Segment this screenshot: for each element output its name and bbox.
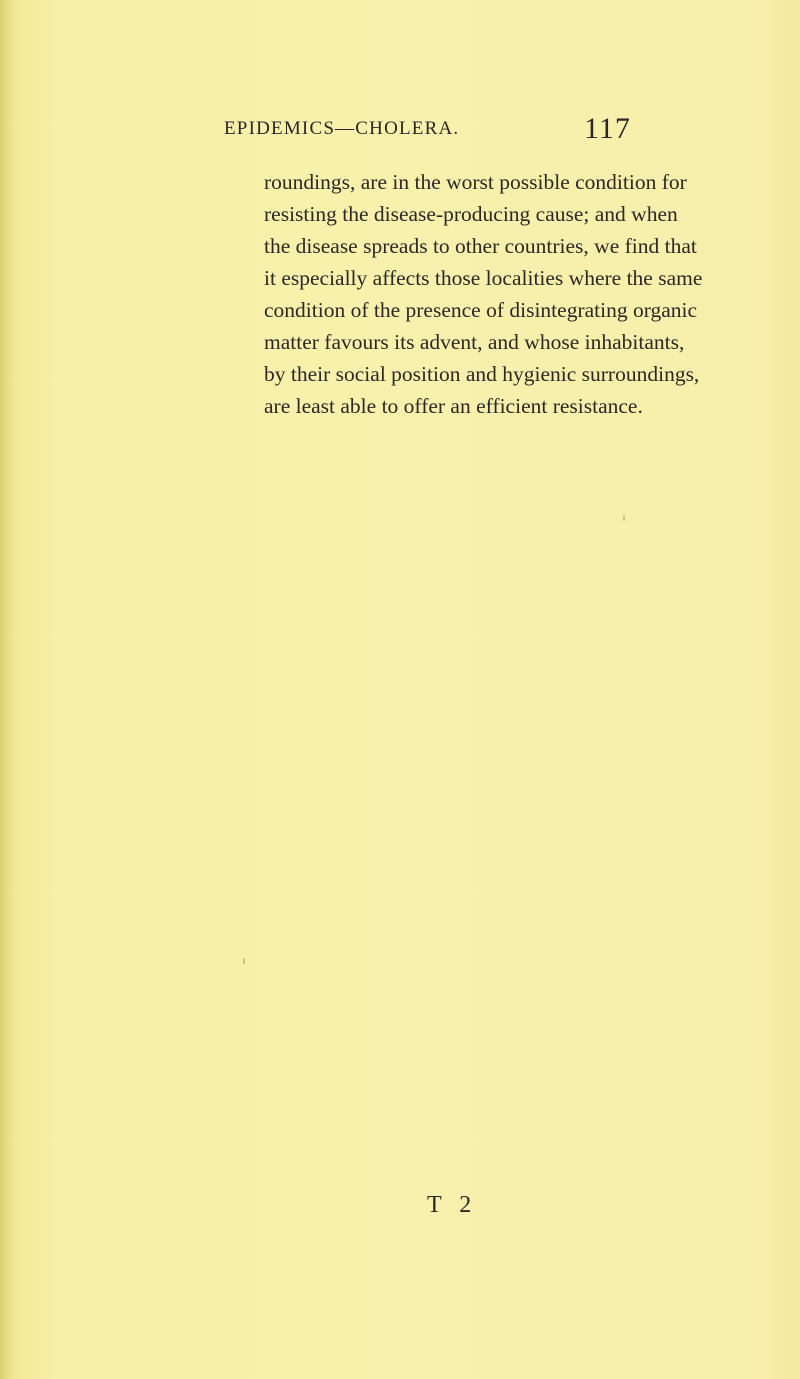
text-line: by their social position and hygienic surroundings,	[264, 362, 700, 386]
text-line: it especially affects those localities where the same	[264, 266, 703, 290]
body-paragraph	[264, 166, 703, 422]
text-line: the disease spreads to other countries, we find that	[264, 234, 697, 258]
text-line: are least able to offer an efficient resistance.	[264, 394, 643, 418]
running-head	[0, 112, 800, 152]
page-number: 117	[584, 112, 631, 145]
signature-mark: T 2	[427, 1192, 478, 1218]
text-line: condition of the presence of disintegrating organic	[264, 298, 698, 322]
paper-speck	[243, 958, 245, 964]
text-line: matter favours its advent, and whose inhabitants,	[264, 330, 685, 354]
gutter-shadow	[0, 0, 14, 1379]
running-head-title: EPIDEMICS—CHOLERA.	[224, 118, 460, 139]
text-line: roundings, are in the worst possible condition for	[264, 170, 687, 194]
text-line: resisting the disease-producing cause; and when	[264, 202, 678, 226]
paper-speck	[623, 515, 625, 521]
